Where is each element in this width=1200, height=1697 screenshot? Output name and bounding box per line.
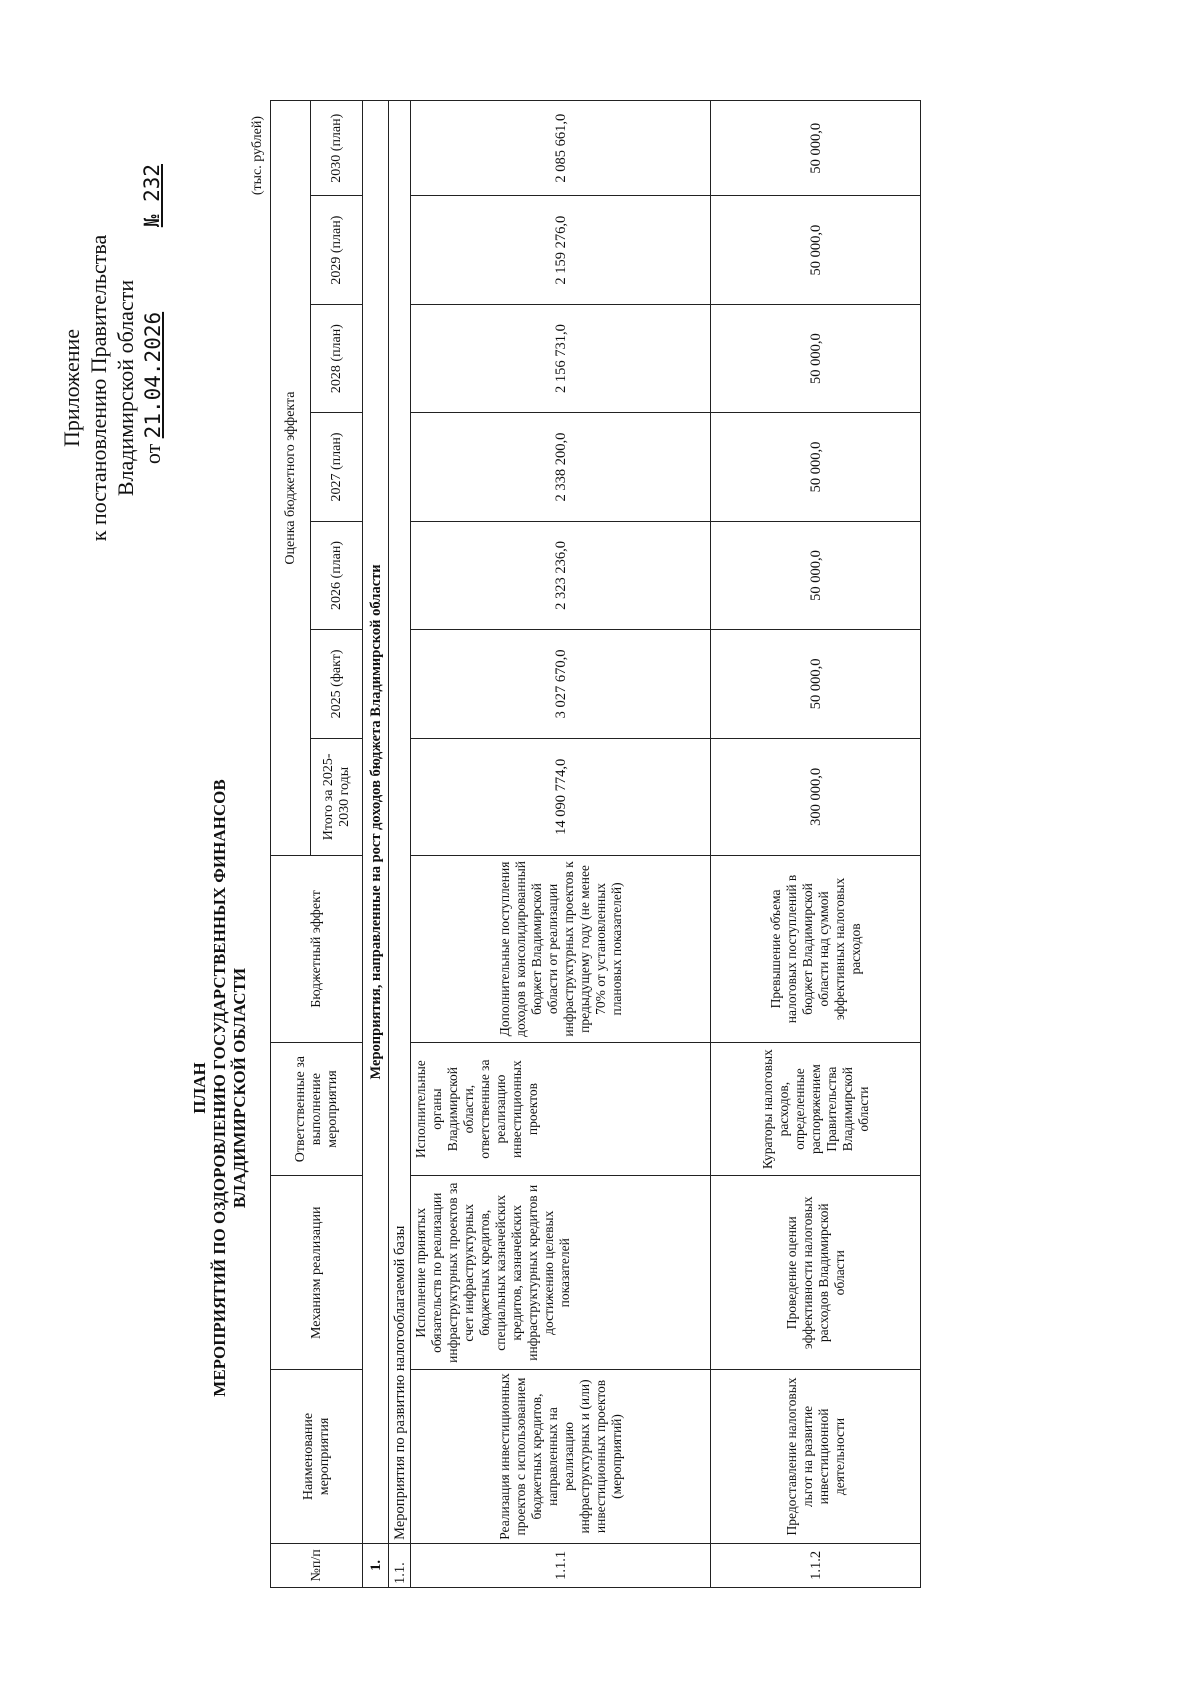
title-line-1: ПЛАН (190, 1062, 209, 1114)
title-line-2: МЕРОПРИЯТИЙ ПО ОЗДОРОВЛЕНИЮ ГОСУДАРСТВЕННЫХ ФИНАНСОВ (210, 779, 229, 1397)
appendix-line-2: к постановлению Правительства (86, 234, 111, 542)
row-value-2028: 2 156 731,0 (411, 304, 711, 412)
table-header-row (271, 101, 311, 1588)
subsection-num: 1.1. (389, 1543, 411, 1587)
plan-table (270, 100, 921, 1588)
header-num: №п/п (271, 1543, 363, 1587)
row-responsible: Исполнительные органы Владимирской области, ответственные за реализацию инвестиционных проектов (411, 1042, 711, 1176)
section-num: 1. (363, 1543, 389, 1587)
header-year-2028: 2028 (план) (311, 304, 363, 412)
row-effect: Дополнительные поступления доходов в консолидированный бюджет Владимирской области от реализации инфраструктурных проектов к предыдущему году (не менее 70% от установленных плановых показателей) (411, 856, 711, 1043)
row-value-total: 14 090 774,0 (411, 738, 711, 855)
document-number: № 232 (140, 164, 164, 228)
subsection-title: Мероприятия по развитию налогооблагаемой базы (389, 101, 411, 1544)
title-line-3: ВЛАДИМИРСКОЙ ОБЛАСТИ (230, 967, 249, 1209)
row-value-2026: 2 323 236,0 (411, 521, 711, 629)
header-year-2030: 2030 (план) (311, 101, 363, 196)
row-num: 1.1.2 (711, 1543, 921, 1587)
row-name: Реализация инвестиционных проектов с использованием бюджетных кредитов, направленных на реализацию инфраструктурных и (или) инвестиционных проектов (мероприятий) (411, 1370, 711, 1544)
row-responsible: Кураторы налоговых расходов, определенные распоряжением Правительства Владимирской области (711, 1042, 921, 1176)
header-year-2025: 2025 (факт) (311, 630, 363, 738)
header-mechanism: Механизм реализации (271, 1176, 363, 1370)
row-effect: Превышение объема налоговых поступлений в бюджет Владимирской области над суммой эффективных налоговых расходов (711, 856, 921, 1043)
row-value-2027: 2 338 200,0 (411, 413, 711, 521)
subsection-row (389, 101, 411, 1588)
header-year-2026: 2026 (план) (311, 521, 363, 629)
section-row (363, 101, 389, 1588)
section-title: Мероприятия, направленные на рост доходов бюджета Владимирской области (363, 101, 389, 1544)
row-value-2030: 50 000,0 (711, 101, 921, 196)
date-prefix: от (140, 443, 165, 465)
appendix-block (58, 158, 167, 618)
row-value-2027: 50 000,0 (711, 413, 921, 521)
header-year-2029: 2029 (план) (311, 196, 363, 304)
header-estimate: Оценка бюджетного эффекта (271, 101, 311, 856)
row-value-2025: 50 000,0 (711, 630, 921, 738)
header-responsible: Ответственные за выполнение мероприятия (271, 1042, 363, 1176)
table-row (411, 101, 711, 1588)
row-mechanism: Исполнение принятых обязательств по реализации инфраструктурных проектов за счет инфраструктурных бюджетных кредитов, специальных казначейских кредитов, казначейских инфраструктурных кредитов и достижению целевых показателей (411, 1176, 711, 1370)
appendix-line-3: Владимирской области (113, 279, 138, 497)
row-num: 1.1.1 (411, 1543, 711, 1587)
row-value-2028: 50 000,0 (711, 304, 921, 412)
row-value-2030: 2 085 661,0 (411, 101, 711, 196)
document-date: 21.04.2026 (141, 311, 165, 439)
row-value-2029: 50 000,0 (711, 196, 921, 304)
appendix-line-1: Приложение (59, 328, 84, 448)
row-value-2026: 50 000,0 (711, 521, 921, 629)
header-year-total: Итого за 2025-2030 годы (311, 738, 363, 855)
table-row (711, 101, 921, 1588)
header-effect: Бюджетный эффект (271, 856, 363, 1043)
row-value-2029: 2 159 276,0 (411, 196, 711, 304)
document-page (20, 48, 1180, 1648)
row-value-total: 300 000,0 (711, 738, 921, 855)
appendix-date-line (139, 158, 167, 618)
row-mechanism: Проведение оценки эффективности налоговых расходов Владимирской области (711, 1176, 921, 1370)
units-label: (тыс. рублей) (250, 116, 265, 196)
row-value-2025: 3 027 670,0 (411, 630, 711, 738)
header-year-2027: 2027 (план) (311, 413, 363, 521)
header-name: Наименование мероприятия (271, 1370, 363, 1544)
row-name: Предоставление налоговых льгот на развитие инвестиционной деятельности (711, 1370, 921, 1544)
plan-title (190, 708, 250, 1468)
